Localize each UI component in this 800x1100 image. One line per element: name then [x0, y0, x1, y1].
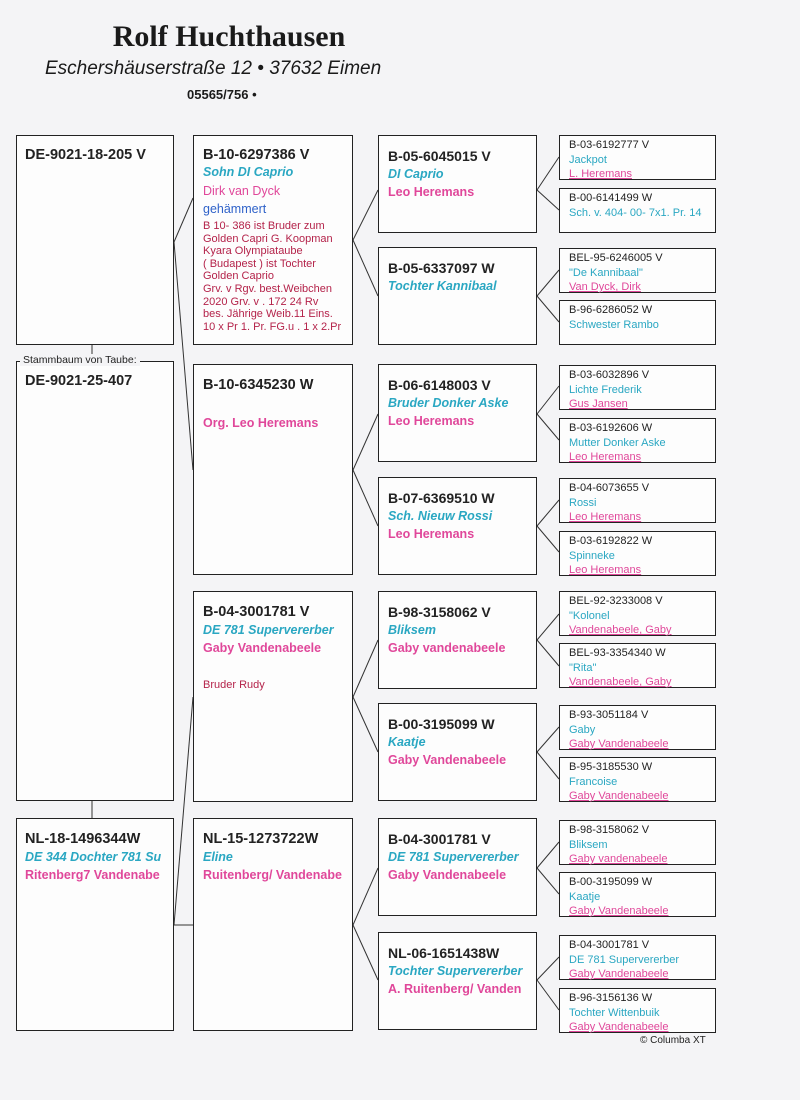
breeder-address: Eschershäuserstraße 12 • 37632 Eimen — [45, 58, 382, 79]
ancestor-gen3-card[interactable] — [378, 703, 537, 801]
connector-g2-g3-5 — [353, 697, 378, 752]
gen4-owner: Gaby Vandenabeele — [569, 790, 669, 802]
g2-ss-remark: B 10- 386 ist Bruder zum — [203, 220, 325, 232]
gen3-name: Sch. Nieuw Rossi — [388, 509, 493, 523]
gen3-name: Tochter Kannibaal — [388, 279, 497, 293]
connector-g3-g4-1 — [537, 190, 559, 210]
ancestor-gen4-card[interactable] — [559, 300, 716, 345]
connector-g3-g4-12 — [537, 842, 559, 868]
software-credit: © Columba XT — [640, 1035, 706, 1046]
gen4-ring: B-98-3158062 V — [569, 824, 650, 836]
ancestor-gen3-card[interactable] — [378, 247, 537, 345]
gen4-ring: B-00-6141499 W — [569, 192, 653, 204]
gen4-ring: BEL-95-6246005 V — [569, 252, 663, 264]
connector-g3-g4-14 — [537, 957, 559, 980]
connector-g2-g3-1 — [353, 240, 378, 296]
connector-g3-g4-3 — [537, 296, 559, 322]
gen4-name: "Rita" — [569, 661, 597, 674]
grandsire-maternal-card[interactable] — [193, 591, 353, 802]
gen4-ring: B-96-6286052 W — [569, 304, 653, 316]
gen4-name: Spinneke — [569, 549, 615, 562]
g2-dd-name: Eline — [203, 850, 233, 864]
ancestor-gen3-card[interactable] — [378, 364, 537, 462]
gen4-name: Bliksem — [569, 838, 608, 851]
ancestor-gen4-card[interactable] — [559, 705, 716, 750]
connector-dam-ds — [174, 697, 193, 925]
gen4-name: Gaby — [569, 723, 596, 736]
g2-ds-remark: Bruder Rudy — [203, 679, 265, 691]
ancestor-gen4-card[interactable] — [559, 935, 716, 980]
g2-ss-remark: Golden Capri G. Koopman — [203, 232, 333, 245]
connector-g2-g3-0 — [353, 190, 378, 240]
ancestor-gen4-card[interactable] — [559, 365, 716, 410]
gen4-owner: Gaby Vandenabeele — [569, 968, 669, 980]
gen4-owner: Gaby Vandenabeele — [569, 1021, 669, 1033]
gen4-ring: B-96-3156136 W — [569, 992, 653, 1004]
g2-ss-remark: Kyara Olympiataube — [203, 245, 303, 258]
gen4-owner: Gus Jansen — [569, 398, 628, 410]
gen3-name: DE 781 Supervererber — [388, 850, 519, 864]
connector-sire-ss — [174, 198, 193, 242]
gen4-name: Francoise — [569, 775, 618, 788]
gen4-owner: Van Dyck, Dirk — [569, 281, 641, 293]
connector-g2-g3-7 — [353, 925, 378, 980]
ancestor-gen4-card[interactable] — [559, 188, 716, 233]
dam-ring: NL-18-1496344W — [25, 831, 141, 847]
g2-ss-remark: bes. Jährige Weib.11 Eins. — [203, 308, 333, 321]
gen4-ring: BEL-93-3354340 W — [569, 647, 666, 659]
connector-g3-g4-5 — [537, 414, 559, 440]
gen3-ring: B-05-6337097 W — [388, 260, 495, 276]
sire-ring: DE-9021-18-205 V — [25, 147, 146, 163]
gen4-name: "Kolonel — [569, 609, 610, 622]
gen3-name: Kaatje — [388, 735, 426, 749]
ancestor-gen4-card[interactable] — [559, 591, 716, 636]
connector-g2-g3-2 — [353, 414, 378, 470]
connector-g3-g4-4 — [537, 386, 559, 414]
subject-ring: DE-9021-25-407 — [25, 373, 133, 389]
g2-ds-name: DE 781 Supervererber — [203, 623, 334, 637]
connector-g3-g4-9 — [537, 640, 559, 666]
gen3-ring: NL-06-1651438W — [388, 945, 500, 961]
connector-g2-g3-3 — [353, 470, 378, 526]
ancestor-gen4-card[interactable] — [559, 757, 716, 802]
gen3-ring: B-05-6045015 V — [388, 148, 491, 164]
dam-name: DE 344 Dochter 781 Su — [25, 850, 162, 864]
gen3-name: DI Caprio — [388, 167, 444, 181]
gen3-owner: A. Ruitenberg/ Vanden — [388, 982, 522, 996]
g2-ss-remark: ( Budapest ) ist Tochter — [203, 257, 316, 270]
gen4-ring: B-00-3195099 W — [569, 876, 653, 888]
gen3-ring: B-04-3001781 V — [388, 831, 491, 847]
connector-g3-g4-15 — [537, 980, 559, 1010]
g2-ss-remark: 10 x Pr 1. Pr. FG.u . 1 x 2.Pr — [203, 320, 342, 333]
ancestor-gen4-card[interactable] — [559, 248, 716, 293]
gen4-name: Schwester Rambo — [569, 318, 659, 331]
connector-g3-g4-8 — [537, 614, 559, 640]
gen4-name: Tochter Wittenbuik — [569, 1006, 660, 1019]
breeder-name: Rolf Huchthausen — [112, 20, 346, 53]
gen4-owner: Vandenabeele, Gaby — [569, 676, 672, 688]
gen4-name: Kaatje — [569, 890, 601, 903]
gen4-owner: Gaby vandenabeele — [569, 853, 668, 865]
gen4-owner: Vandenabeele, Gaby — [569, 624, 672, 636]
ancestor-gen4-card[interactable] — [559, 135, 716, 180]
breeder-phone: 05565/756 • — [187, 87, 257, 102]
connector-g2-g3-4 — [353, 640, 378, 697]
gen3-owner: Gaby Vandenabeele — [388, 868, 507, 882]
g2-dd-owner: Ruitenberg/ Vandenabe — [203, 868, 342, 882]
g2-ds-ring: B-04-3001781 V — [203, 604, 310, 620]
gen4-ring: BEL-92-3233008 V — [569, 595, 663, 607]
connector-g3-g4-2 — [537, 270, 559, 296]
connector-g2-g3-6 — [353, 868, 378, 925]
connector-g3-g4-11 — [537, 752, 559, 779]
granddam-paternal-card[interactable] — [193, 364, 353, 575]
ancestor-gen3-card[interactable] — [378, 591, 537, 689]
gen4-owner: Leo Heremans — [569, 511, 642, 523]
gen4-owner: Leo Heremans — [569, 564, 642, 576]
g2-ss-ring: B-10-6297386 V — [203, 147, 310, 163]
dam-owner: Ritenberg7 Vandenabe — [25, 868, 160, 882]
g2-ds-owner: Gaby Vandenabeele — [203, 641, 322, 655]
gen4-name: Lichte Frederik — [569, 383, 642, 396]
gen4-name: Mutter Donker Aske — [569, 436, 666, 449]
gen3-owner: Gaby vandenabeele — [388, 641, 506, 655]
ancestor-gen4-card[interactable] — [559, 820, 716, 865]
gen3-owner: Leo Heremans — [388, 527, 475, 541]
connector-g3-g4-13 — [537, 868, 559, 894]
gen4-name: "De Kannibaal" — [569, 266, 643, 279]
ancestor-gen4-card[interactable] — [559, 872, 716, 917]
ancestor-gen3-card[interactable] — [378, 818, 537, 916]
gen3-owner: Leo Heremans — [388, 414, 475, 428]
ancestor-gen4-card[interactable] — [559, 643, 716, 688]
connector-g3-g4-0 — [537, 157, 559, 190]
g2-ss-owner: Dirk van Dyck — [203, 184, 281, 198]
gen4-ring: B-03-6192606 W — [569, 422, 653, 434]
gen3-ring: B-98-3158062 V — [388, 604, 491, 620]
gen4-name: DE 781 Supervererber — [569, 953, 680, 966]
ancestor-gen4-card[interactable] — [559, 478, 716, 523]
gen3-name: Bruder Donker Aske — [388, 396, 509, 410]
gen3-ring: B-06-6148003 V — [388, 377, 491, 393]
subject-card[interactable] — [16, 361, 174, 801]
g2-dd-ring: NL-15-1273722W — [203, 831, 319, 847]
ancestor-gen3-card[interactable] — [378, 932, 537, 1030]
gen4-owner: Leo Heremans — [569, 451, 642, 463]
g2-ss-remark: Grv. v Rgv. best.Weibchen — [203, 282, 332, 295]
connector-g3-g4-10 — [537, 727, 559, 752]
gen4-owner: Gaby Vandenabeele — [569, 738, 669, 750]
ancestor-gen4-card[interactable] — [559, 418, 716, 463]
gen4-owner: L. Heremans — [569, 168, 632, 180]
gen4-ring: B-93-3051184 V — [569, 709, 649, 721]
gen4-owner: Gaby Vandenabeele — [569, 905, 669, 917]
g2-ss-remark: 2020 Grv. v . 172 24 Rv — [203, 295, 319, 308]
gen4-ring: B-03-6192822 W — [569, 535, 653, 547]
gen3-name: Bliksem — [388, 623, 436, 637]
gen3-name: Tochter Supervererber — [388, 964, 523, 978]
ancestor-gen4-card[interactable] — [559, 988, 716, 1033]
gen4-ring: B-95-3185530 W — [569, 761, 653, 773]
connector-g3-g4-7 — [537, 526, 559, 552]
gen4-ring: B-04-6073655 V — [569, 482, 650, 494]
ancestor-gen3-card[interactable] — [378, 135, 537, 233]
gen4-ring: B-04-3001781 V — [569, 939, 650, 951]
gen3-ring: B-00-3195099 W — [388, 716, 495, 732]
ancestor-gen3-card[interactable] — [378, 477, 537, 575]
gen4-ring: B-03-6032896 V — [569, 369, 650, 381]
g2-ss-remark: Golden Caprio — [203, 270, 274, 283]
gen4-name: Jackpot — [569, 153, 607, 166]
granddam-maternal-card[interactable] — [193, 818, 353, 1031]
connector-g3-g4-6 — [537, 500, 559, 526]
ancestor-gen4-card[interactable] — [559, 531, 716, 576]
g2-ss-name: Sohn DI Caprio — [203, 165, 294, 179]
subject-label: Stammbaum von Taube: — [20, 354, 140, 366]
g2-sd-owner: Org. Leo Heremans — [203, 416, 319, 430]
gen3-owner: Leo Heremans — [388, 185, 475, 199]
gen3-ring: B-07-6369510 W — [388, 490, 495, 506]
grandsire-paternal-card[interactable] — [193, 135, 353, 345]
g2-sd-ring: B-10-6345230 W — [203, 377, 314, 393]
gen3-owner: Gaby Vandenabeele — [388, 753, 507, 767]
g2-ss-note: gehämmert — [203, 202, 267, 216]
gen4-ring: B-03-6192777 V — [569, 139, 650, 151]
sire-card[interactable] — [16, 135, 174, 345]
dam-card[interactable] — [16, 818, 174, 1031]
connector-sire-sd — [174, 242, 193, 470]
gen4-name: Sch. v. 404- 00- 7x1. Pr. 14 — [569, 206, 702, 219]
gen4-name: Rossi — [569, 496, 597, 509]
